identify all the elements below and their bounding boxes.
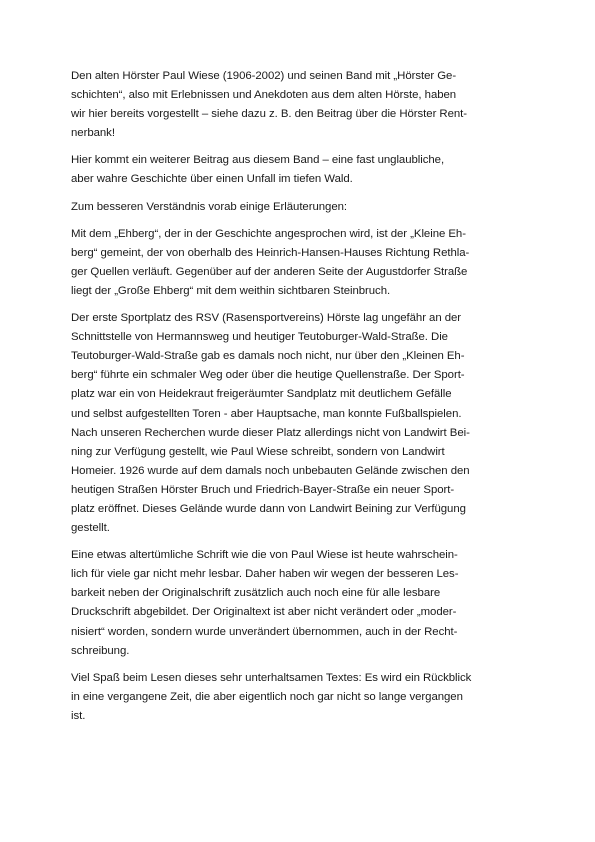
paragraph-schrift: Eine etwas altertümliche Schrift wie die von Paul Wiese ist heute wahrschein- lich für viele gar nicht mehr lesbar. Daher haben wir wegen der besseren Les- barkeit neben der Originalschrift zusätzlich auch noch eine für alle lesbare Druckschrift abgebildet. Der Originaltext ist aber nicht verändert oder „moder- nisiert“ worden, sondern wurde unverändert übernommen, auch in der Recht- schreibung. xyxy=(71,549,459,657)
paragraph-explanations-heading: Zum besseren Verständnis vorab einige Erläuterungen: xyxy=(71,200,348,213)
paragraph-ehberg: Mit dem „Ehberg“, der in der Geschichte angesprochen wird, ist der „Kleine Eh- berg“ gemeint, der von oberhalb des Heinrich-Hansen-Hauses Richtung Rethla- ger Quellen verläuft. Gegenüber auf der anderen Seite der Augustdorfer Straße liegt der „Große Ehberg“ mit dem weithin sichtbaren Steinbruch. xyxy=(71,227,470,297)
document-body xyxy=(71,67,531,734)
paragraph-sportplatz: Der erste Sportplatz des RSV (Rasensportvereins) Hörste lag ungefähr an der Schnittstelle von Hermannsweg und heutiger Teutoburger-Wald-Straße. Die Teutoburger-Wald-Straße gab es damals noch nicht, nur über den „Kleinen Eh- berg“ führte ein schmaler Weg oder über die heutige Quellenstraße. Der Sport- platz war ein von Heidekraut freigeräumter Sandplatz mit deutlichem Gefälle und selbst aufgestellten Toren - aber Hauptsache, man konnte Fußballspielen. Nach unseren Recherchen wurde dieser Platz allerdings nicht von Landwirt Bei- ning zur Verfügung gestellt, wie Paul Wiese schreibt, sondern von Landwirt Homeier. 1926 wurde auf dem damals noch unbebauten Gelände zwischen den heutigen Straßen Hörster Bruch und Friedrich-Bayer-Straße ein neuer Sport- platz eröffnet. Dieses Gelände wurde dann von Landwirt Beining zur Verfügung gestellt. xyxy=(71,312,470,535)
paragraph-story-teaser: Hier kommt ein weiterer Beitrag aus diesem Band – eine fast unglaubliche, aber wahre Geschichte über einen Unfall im tiefen Wald. xyxy=(71,154,445,186)
paragraph-closing: Viel Spaß beim Lesen dieses sehr unterhaltsamen Textes: Es wird ein Rückblick in eine vergangene Zeit, die aber eigentlich noch gar nicht so lange vergangen ist. xyxy=(71,671,472,722)
paragraph-intro: Den alten Hörster Paul Wiese (1906-2002) und seinen Band mit „Hörster Ge- schichten“, also mit Erlebnissen und Anekdoten aus dem alten Hörste, haben wir hier bereits vorgestellt – siehe dazu z. B. den Beitrag über die Hörster Rent- nerbank! xyxy=(71,70,468,140)
